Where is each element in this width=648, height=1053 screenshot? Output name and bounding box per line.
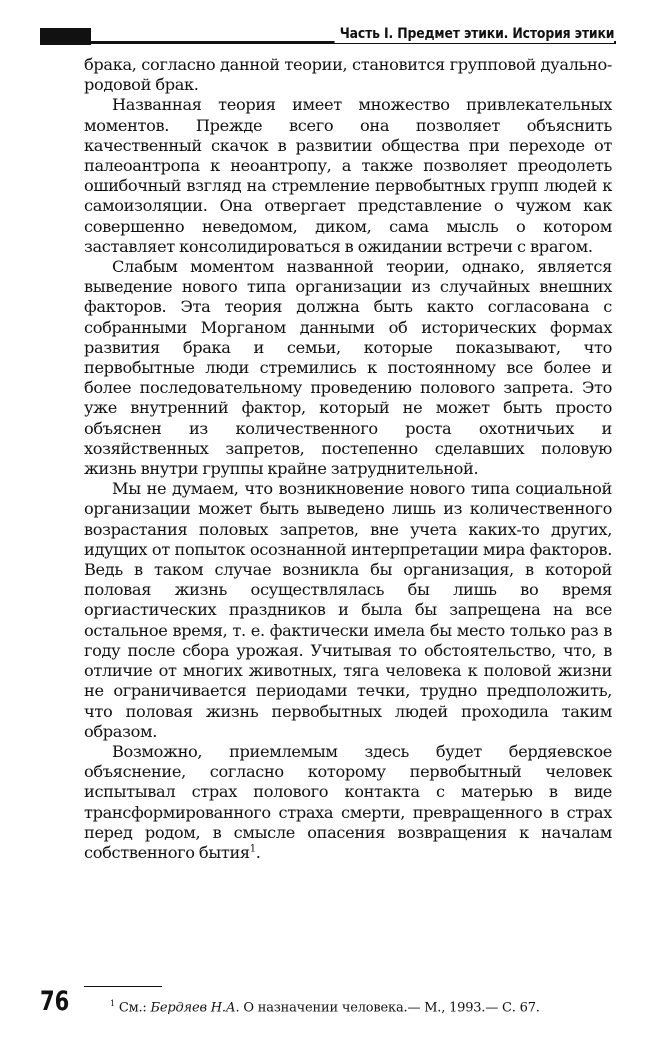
running-header [40,26,616,46]
footnote-reference[interactable]: 1 [249,843,256,855]
paragraph: Названная теория имеет множество привлекательных моментов. Прежде всего она позволяет объяснить качественный скачок в развитии общества при переходе от палеоантропа к неоантропу, а также позволяет преодолеть ошибочный взгляд на стремление первобытных групп людей к самоизоляции. Она отвергает представление о чужом как совершенно неведомом, диком, сама мысль о котором заставляет консолидироваться в ожидании встречи с врагом. [84,95,612,256]
main-text [84,55,612,863]
page-number: 76 [40,986,70,1017]
paragraph-end-punctuation: . [255,842,261,862]
paragraph: Слабым моментом названной теории, однако, является выведение нового типа организации из случайных внешних факторов. Эта теория должна быть както согласована с собранными Морганом данными об исторических формах развития брака и семьи, которые показывают, что первобытные люди стремились к постоянному все более и более последовательному проведению полового запрета. Это уже внутренний фактор, который не может быть просто объяснен из количественного роста охотничьих и хозяйственных запретов, постепенно сделавших половую жизнь внутри группы крайне затруднительной. [84,257,612,479]
footnote-citation: О назначении человека.— М., 1993.— С. 67. [239,1000,540,1016]
running-header-title: Часть I. Предмет этики. История этики [334,25,614,43]
paragraph-text: Возможно, приемлемым здесь будет бердяевское объяснение, согласно которому первобытный человек испытывал страх полового контакта с матерью в виде трансформированного страха смерти, превращенного в страх перед родом, в смысле опасения возвращения к началам собственного бытия [84,741,612,862]
paragraph: Мы не думаем, что возникновение нового типа социальной организации может быть выведено лишь из количественного возрастания половых запретов, вне учета каких-то других, идущих от попыток осознанной интерпретации мира факторов. Ведь в таком случае возникла бы организация, в которой половая жизнь осуществлялась бы лишь во время оргиастических праздников и была бы запрещена на все остальное время, т. е. фактически имела бы место только раз в году после сбора урожая. Учитывая то обстоятельство, что, в отличие от многих животных, тяга человека к половой жизни не ограничивается периодами течки, трудно предположить, что половая жизнь первобытных людей проходила таким образом. [84,479,612,741]
footnote-marker: 1 [110,999,115,1008]
footnote-prefix: См.: [118,1000,151,1016]
footnote-author: Бердяев Н.А. [150,1000,240,1016]
paragraph-with-footnote [84,742,612,863]
paragraph-continuation: брака, согласно данной теории, становится групповой дуально-родовой брак. [84,55,612,95]
header-black-block [40,28,91,45]
footnote-rule [84,986,162,987]
footnote [84,996,612,1016]
